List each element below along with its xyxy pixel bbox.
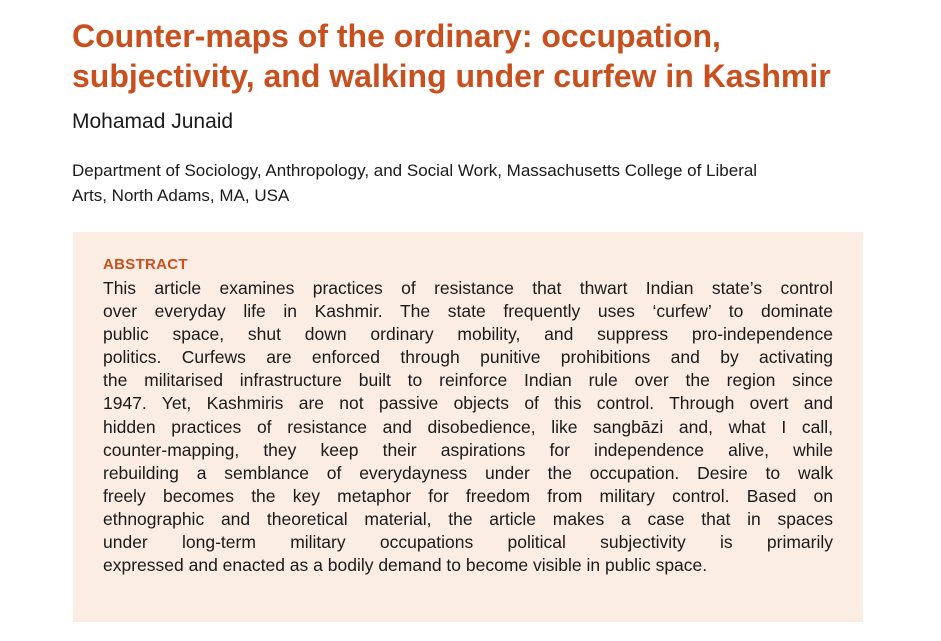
- abstract-line: ethnographic and theoretical material, the article makes a case that in spaces: [103, 508, 833, 529]
- affiliation-line: Department of Sociology, Anthropology, and Social Work, Massachusetts College of Liberal: [72, 161, 758, 180]
- abstract-box: [73, 232, 863, 622]
- author-affiliation: [72, 158, 872, 208]
- author-name: Mohamad Junaid: [72, 110, 234, 133]
- affiliation-line: Arts, North Adams, MA, USA: [72, 186, 290, 205]
- abstract-text: [103, 277, 833, 577]
- abstract-line: rebuilding a semblance of everydayness under the occupation. Desire to walk: [103, 462, 833, 483]
- abstract-line: over everyday life in Kashmir. The state frequently uses ‘curfew’ to dominate: [103, 301, 833, 322]
- title-line: subjectivity, and walking under curfew in Kashmir: [72, 58, 831, 94]
- abstract-line: hidden practices of resistance and disobedience, like sangbāzi and, what I call,: [103, 416, 833, 437]
- abstract-line: public space, shut down ordinary mobility, and suppress pro-independence: [103, 324, 833, 345]
- abstract-heading: ABSTRACT: [103, 256, 188, 273]
- title-line: Counter-maps of the ordinary: occupation,: [72, 18, 721, 54]
- abstract-line: expressed and enacted as a bodily demand to become visible in public space.: [103, 555, 708, 576]
- abstract-line: politics. Curfews are enforced through punitive prohibitions and by activating: [103, 347, 833, 368]
- abstract-line: This article examines practices of resistance that thwart Indian state’s control: [103, 278, 833, 298]
- abstract-line: under long-term military occupations political subjectivity is primarily: [103, 532, 833, 553]
- paper-title: [72, 16, 912, 96]
- abstract-line: freely becomes the key metaphor for freedom from military control. Based on: [103, 485, 833, 506]
- abstract-line: 1947. Yet, Kashmiris are not passive objects of this control. Through overt and: [103, 393, 833, 414]
- abstract-line: the militarised infrastructure built to reinforce Indian rule over the region since: [103, 370, 833, 391]
- abstract-line: counter-mapping, they keep their aspirations for independence alive, while: [103, 439, 833, 460]
